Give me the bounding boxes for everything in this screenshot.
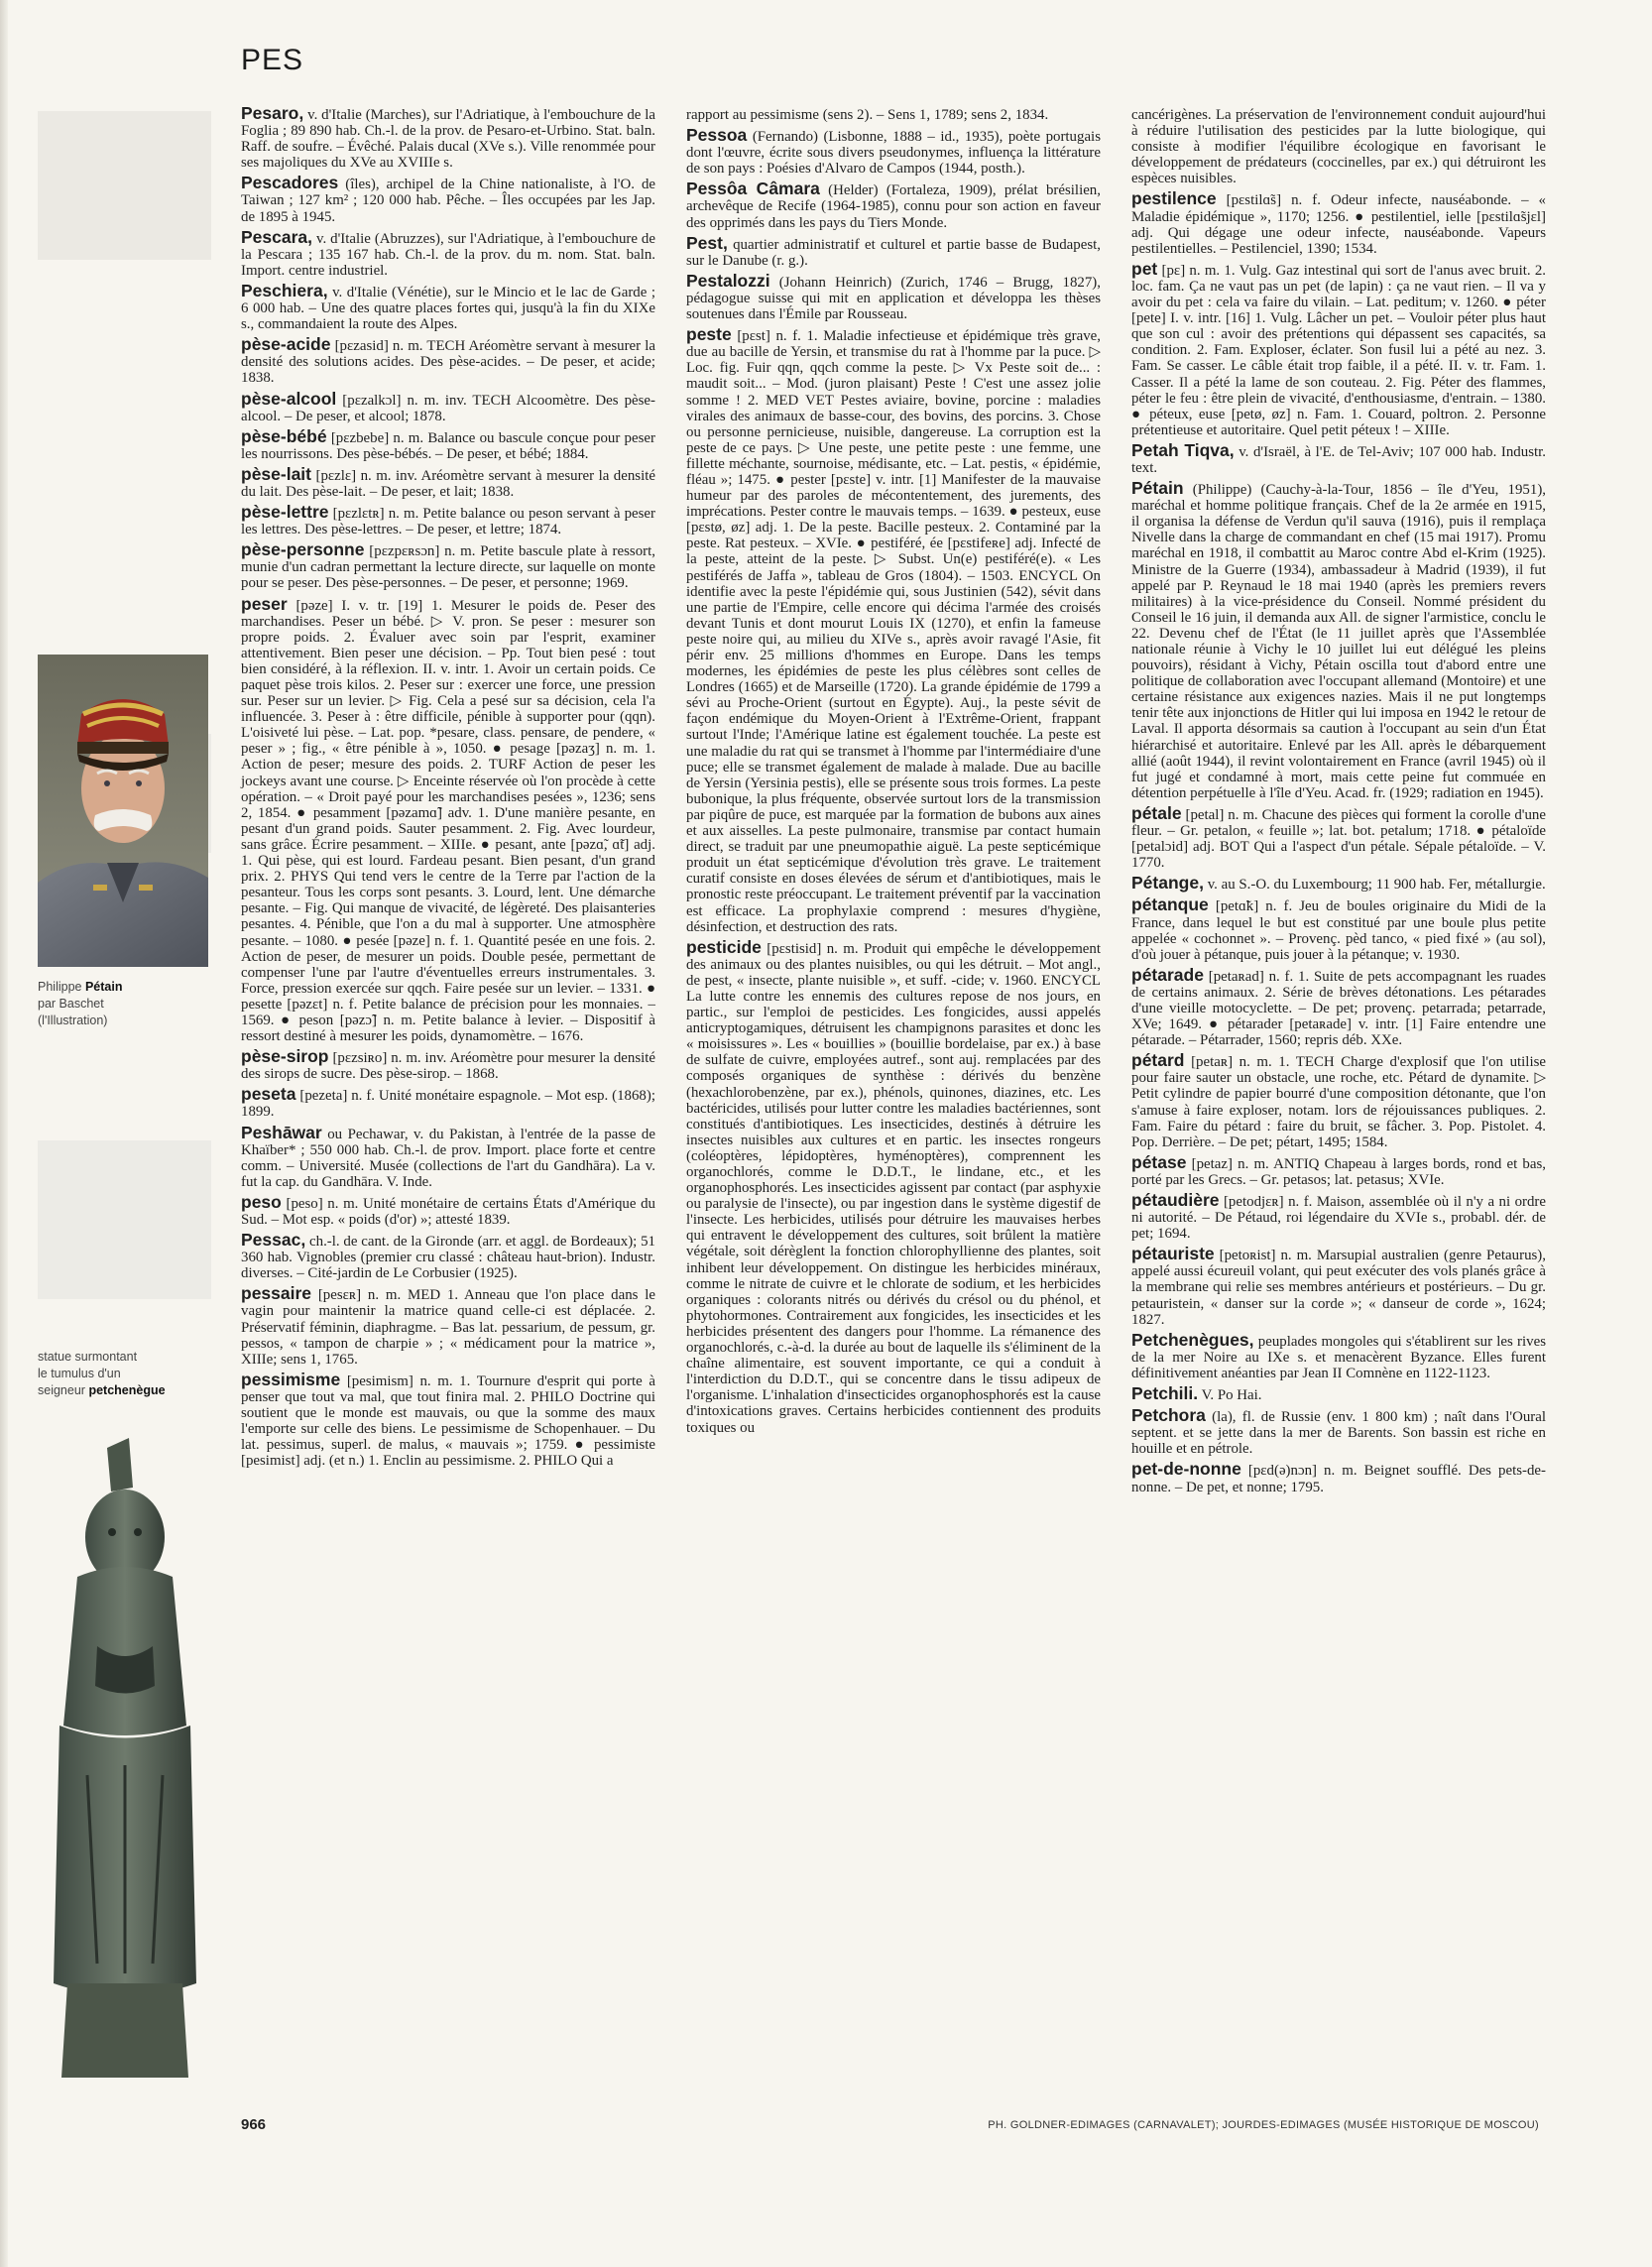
- caption-text: statue surmontant: [38, 1350, 138, 1364]
- entry-headword: pétaudière: [1131, 1190, 1220, 1210]
- caption-text: Philippe: [38, 980, 82, 994]
- entry-headword: Pestalozzi: [686, 270, 770, 291]
- entry-headword: Pessac,: [241, 1230, 306, 1251]
- petcheneg-statue-image: [38, 1428, 211, 2092]
- dictionary-entry: [241, 336, 655, 386]
- entry-headword: pétard: [1131, 1050, 1185, 1071]
- entry-text: (la), fl. de Russie (env. 1 800 km) ; naît dans l'Oural septent. et se jette dans la mer de Barents. Son bassin est riche en houille et en pétrole.: [1131, 1409, 1546, 1458]
- entry-headword: pèse-bébé: [241, 425, 327, 446]
- caption-text: par Baschet: [38, 997, 104, 1011]
- dictionary-entry: [1131, 439, 1546, 476]
- entry-headword: pet: [1131, 258, 1158, 279]
- entry-headword: Peschiera,: [241, 280, 328, 300]
- dictionary-entry: [1131, 964, 1546, 1049]
- entry-text: (Philippe) (Cauchy-à-la-Tour, 1856 – île d'Yeu, 1951), maréchal et homme politique français. Chef de la 2e armée en 1915, il organisa la défense de Verdun qu'il sauva (1916), puis il remplaça Nivelle dans la charge de commandant en chef (15 mai 1917). Promu maréchal en 1918, il combattit au Maroc contre Abd el-Krim (1925). Ministre de la Guerre (1934), ambassadeur à Madrid (1939), il fut appelé par P. Reynaud le 18 mai 1940 (après les premiers revers militaires) à la vice-présidence du Conseil. Nommé président du Conseil le 16 juin, il demanda aux All. de signer l'armistice, conclu le 22. Devenu chef de l'État (le 11 juillet après que l'Assemblée nationale réunie à Vichy le 10 juillet lui eut délégué les pleins pouvoirs), résidant à Vichy, Pétain oscilla tout d'abord entre une politique de collaboration avec l'occupant allemand (Montoire) et une certaine résistance aux exigences nazies. Mais il ne put longtemps tenir tête aux injonctions de Hitler qui lui imposa en 1942 le retour de Laval. Il apporta désormais sa caution à l'occupant au sein d'un État hiérarchisé et autoritaire. Enlevé par les All. après le débarquement allié (août 1944), il revint volontairement en France (avril 1945) où il fut jugé et condamné à mort, mais cette peine fut commuée en détention perpétuelle à l'île d'Yeu. Acad. fr. (1929; radiation en 1945).: [1131, 482, 1546, 801]
- entry-headword: pestilence: [1131, 188, 1217, 209]
- entry-headword: Peshāwar: [241, 1122, 322, 1142]
- dictionary-entry: [1131, 1192, 1546, 1242]
- entry-headword: pétanque: [1131, 895, 1209, 915]
- entry-headword: Pessôa Câmara: [686, 179, 820, 199]
- entry-text: [pɛzasid] n. m. TECH Aréomètre servant à mesurer la densité des solutions acides. Des pèse-acides. – De peser, et acide; 1838.: [241, 338, 655, 387]
- entry-text: [pezeta] n. f. Unité monétaire espagnole. – Mot esp. (1868); 1899.: [241, 1088, 655, 1121]
- entry-headword: Pescara,: [241, 226, 313, 247]
- show-through-area: [38, 1140, 211, 1299]
- dictionary-entry: [241, 1369, 655, 1470]
- photo-credit: PH. GOLDNER-EDIMAGES (CARNAVALET); JOURDES-EDIMAGES (MUSÉE HISTORIQUE DE MOSCOU): [988, 2119, 1539, 2131]
- entry-text: [pɛstisid] n. m. Produit qui empêche le développement des animaux ou des plantes nuisibles, ou qui les détruit. – Mot angl., de pest, « insecte, plante nuisible », et suff. -cide; v. 1960. ENCYCL La lutte contre les ennemis des cultures repose de nos jours, en partic., sur l'emploi de pesticides. Les fongicides, aussi appelés anticryptogamiques, détruisent les champignons parasites et donc les « moisissures ». Les « bouillies » (bouillie bordelaise, par ex.) à base de sulfate de cuivre, employées autref., sont auj. remplacées par des composés organiques de synthèse : dérivés du benzène (hexachlorobenzène, par ex.), phénols, quinones, diazines, etc. Les bactéricides, utilisés pour lutter contre les maladies bactériennes, sont constitués d'antibiotiques. Les insecticides, destinés à détruire les insectes nuisibles aux cultures et en partic. les insectes rongeurs (coléoptères, lépidoptères, hyménoptères), comprennent les organochlorés, comme le D.D.T., le lindane, etc., et les organophosphorés. Les insecticides agissent par contact (par asphyxie ou paralysie de l'insecte), ou par ingestion dans le système digestif de l'insecte. Les herbicides, utilisés pour détruire les mauvaises herbes qui entravent le développement des cultures, soit brûlent la matière végétale, soit dérèglent la fonction chlorophyllienne des plantes, soit inhibent leur développement. On distingue les herbicides minéraux, comme le nitrate de cuivre et le chlorate de sodium, et les herbicides organiques : colorants nitrés ou dérivés du crésol ou du phénol, et phytohormones. Contrairement aux fongicides, les insecticides et les herbicides présentent des dangers pour l'homme. La rémanence des organochlorés, c.-à-d. la durée au bout de laquelle ils s'éliminent de la chaîne alimentaire, est souvent importante, ce qui a conduit à l'interdiction du D.D.T., qui se concentre dans le tissu adipeux de l'organisme. L'inhalation d'insecticides organophosphorés est la cause d'intoxications graves. Certains herbicides contiennent des produits toxiques ou: [686, 940, 1101, 1436]
- entry-text: (Helder) (Fortaleza, 1909), prélat brésilien, archevêque de Recife (1964-1985), connu pour son action en faveur des opprimés dans les pays du Tiers Monde.: [686, 182, 1101, 231]
- column-3: [1131, 105, 1546, 1499]
- entry-text: cancérigènes. La préservation de l'environnement conduit aujourd'hui à réduire l'utilisation des pesticides par la lutte biologique, qui consiste à modifier l'équilibre écologique en favorisant le développement de prédateurs (coccinelles, par ex.) qui détruiront les espèces nuisibles.: [1131, 107, 1546, 187]
- caption-text: (l'Illustration): [38, 1014, 108, 1027]
- entry-text: [pɛstilɑ̃s] n. f. Odeur infecte, nauséabonde. – « Maladie épidémique », 1170; 1256. ● pestilentiel, ielle [pɛstilɑ̃sjɛl] adj. Qui dégage une odeur infecte, nauséabonde. Vapeurs pestilentielles. – Pestilenciel, 1390; 1534.: [1131, 192, 1546, 257]
- dictionary-entry: [686, 232, 1101, 269]
- dictionary-entry: [1131, 105, 1546, 186]
- dictionary-entry: [241, 425, 655, 462]
- entry-headword: pesticide: [686, 936, 762, 957]
- entry-headword: Pescadores: [241, 173, 339, 193]
- dictionary-entry: [1131, 1246, 1546, 1327]
- page-number: 966: [241, 2116, 267, 2133]
- dictionary-entry: [241, 1048, 655, 1082]
- entry-text: peuplades mongoles qui s'établirent sur les rives de la mer Noire au IXe s. et menacèrent Byzance. Elles furent définitivement anéanties par Jean II Comnène en 1122-1123.: [1131, 1333, 1546, 1381]
- dictionary-entry: [241, 388, 655, 424]
- entry-headword: Petchora: [1131, 1405, 1206, 1426]
- caption-text: le tumulus d'un: [38, 1367, 121, 1380]
- dictionary-entry: [1131, 1151, 1546, 1188]
- dictionary-entry: [686, 270, 1101, 323]
- entry-text: [pɛzsiʀo] n. m. inv. Aréomètre pour mesurer la densité des sirops de sucre. Des pèse-sirop. – 1868.: [241, 1050, 655, 1083]
- column-1: [241, 105, 655, 1473]
- petain-portrait-image: [38, 655, 208, 967]
- caption-bold-name: Pétain: [84, 980, 123, 994]
- dictionary-entry: [241, 226, 655, 279]
- entry-text: [petoʀist] n. m. Marsupial australien (genre Petaurus), appelé aussi écureuil volant, qui peut exécuter des vols planés grâce à la membrane qui relie ses membres antérieurs et postérieurs. – Du gr. petauristein, « danser sur la corde »; « danseur de corde », 1624; 1827.: [1131, 1248, 1546, 1328]
- entry-text: [pesimism] n. m. 1. Tournure d'esprit qui porte à penser que tout va mal, que tout finira mal. 2. PHILO Doctrine qui soutient que le monde est mauvais, ou que la somme des maux l'emporte sur celle des biens. Le pessimisme de Schopenhauer. – Du lat. pessimus, superl. de malus, « mauvais »; 1759. ● pessimiste [pesimist] adj. (et n.) 1. Enclin au pessimisme. 2. PHILO Qui a: [241, 1372, 655, 1470]
- entry-headword: pétarade: [1131, 964, 1204, 985]
- dictionary-entry: [1131, 258, 1546, 438]
- caption-bold-name: petchenègue: [88, 1383, 166, 1397]
- column-2: [686, 105, 1101, 1440]
- dictionary-entry: [241, 1232, 655, 1281]
- dictionary-entry: [686, 127, 1101, 177]
- entry-text: v. d'Israël, à l'E. de Tel-Aviv; 107 000 hab. Industr. text.: [1131, 443, 1546, 476]
- dictionary-entry: [241, 1086, 655, 1120]
- entry-headword: pétase: [1131, 1151, 1187, 1172]
- entry-text: v. d'Italie (Marches), sur l'Adriatique, à l'embouchure de la Foglia ; 89 890 hab. Ch.-l. de la prov. de Pesaro-et-Urbino. Stat. baln. Raff. de soufre. – Évêché. Palais ducal (XVe s.). Ville renommée pour ses majoliques du XVe au XVIIIe s.: [241, 107, 655, 172]
- entry-headword: pèse-lettre: [241, 502, 329, 523]
- entry-text: [pesɛʀ] n. m. MED 1. Anneau que l'on place dans le vagin pour maintenir la matrice quand celle-ci est déplacée. 2. Préservatif féminin, diaphragme. – Bas lat. pessarium, de pessum, gr. pessos, « tampon de charpie » ; « médicament pour la matrice », XIIIe; sens 1, 1765.: [241, 1287, 655, 1368]
- entry-headword: pessimisme: [241, 1369, 341, 1389]
- caption-text: seigneur: [38, 1383, 85, 1397]
- page-gutter: [0, 0, 8, 2267]
- entry-headword: peseta: [241, 1084, 296, 1105]
- entry-text: ou Pechawar, v. du Pakistan, à l'entrée de la passe de Khaïber* ; 550 000 hab. Ch.-l. de prov. Import. place forte et centre comm. – Université. Musée (collections de l'art du Gandhāra). La v. fut la cap. du Gandhāra. V. Inde.: [241, 1126, 655, 1190]
- dictionary-entry: [686, 326, 1101, 935]
- dictionary-entry: [1131, 1385, 1546, 1403]
- entry-headword: pessaire: [241, 1283, 312, 1304]
- dictionary-entry: [1131, 1329, 1546, 1381]
- entry-text: (Johann Heinrich) (Zurich, 1746 – Brugg, 1827), pédagogue suisse qui mit en application et développa les thèses soutenues dans l'Émile par Rousseau.: [686, 274, 1101, 323]
- entry-headword: Pessoa: [686, 125, 748, 146]
- dictionary-entry: [241, 175, 655, 224]
- entry-headword: pèse-lait: [241, 463, 311, 484]
- portrait-caption: [38, 979, 211, 1029]
- statue-illustration: [38, 1428, 211, 2092]
- dictionary-entry: [241, 463, 655, 500]
- entry-text: [petal] n. m. Chacune des pièces qui forment la corolle d'une fleur. – Gr. petalon, « feuille »; lat. bot. petalum; 1718. ● pétaloïde [petalɔid] adj. BOT Qui a l'aspect d'un pétale. Sépale pétaloïde. – V. 1770.: [1131, 806, 1546, 872]
- entry-text: [pɛzalkɔl] n. m. inv. TECH Alcoomètre. Des pèse-alcool. – De peser, et alcool; 1878.: [241, 392, 655, 424]
- entry-text: [petaʀad] n. f. 1. Suite de pets accompagnant les ruades de certains animaux. 2. Série de brèves détonations. Les pétarades d'une vieille motocyclette. – De pet; provenç. petarrada; petarrade, XVe; 1649. ● pétarader [petaʀade] v. intr. [1] Faire entendre une pétarade. – Pétarrader, 1560; repris déb. XXe.: [1131, 968, 1546, 1049]
- dictionary-entry: [241, 280, 655, 333]
- entry-text: [pɛzpɛʀsɔn] n. m. Petite bascule plate à ressort, munie d'un cadran permettant la lecture directe, sur laquelle on monte pour se peser. Des pèse-personnes. – De peser, et personne; 1969.: [241, 543, 655, 592]
- entry-headword: pèse-alcool: [241, 388, 337, 409]
- dictionary-entry: [241, 1191, 655, 1228]
- dictionary-entry: [686, 105, 1101, 123]
- dictionary-entry: [241, 541, 655, 591]
- entry-text: [peso] n. m. Unité monétaire de certains États d'Amérique du Sud. – Mot esp. « poids (d'or) »; attesté 1839.: [241, 1195, 655, 1228]
- dictionary-entry: [241, 1122, 655, 1190]
- entry-text: [pɛzbebe] n. m. Balance ou bascule conçue pour peser les nourrissons. Des pèse-bébés. – De peser, et bébé; 1884.: [241, 429, 655, 462]
- entry-headword: pèse-acide: [241, 334, 331, 355]
- entry-text: [pɛzlɛ] n. m. inv. Aréomètre servant à mesurer la densité du lait. Des pèse-lait. – De peser, et lait; 1838.: [241, 467, 655, 500]
- dictionary-entry: [241, 593, 655, 1045]
- entry-headword: pet-de-nonne: [1131, 1459, 1241, 1480]
- entry-text: V. Po Hai.: [1201, 1387, 1262, 1404]
- dictionary-entry: [241, 1285, 655, 1367]
- entry-text: ch.-l. de cant. de la Gironde (arr. et aggl. de Bordeaux); 51 360 hab. Vignobles (premier cru classé : château haut-brion). Industr. diverses. – Cité-jardin de Le Corbusier (1925).: [241, 1234, 655, 1282]
- dictionary-entry: [241, 504, 655, 537]
- statue-caption: [38, 1349, 211, 1399]
- entry-headword: pétale: [1131, 802, 1182, 823]
- entry-text: [petɑ̃k] n. f. Jeu de boules originaire du Midi de la France, dans lequel le but est constitué par une boule plus petite appelée « cochonnet ». – Provenç. pèd tanco, « pied fixé » (au sol), d'où jouer à pétanque, puis jouer à la pétanque; v. 1930.: [1131, 898, 1546, 963]
- entry-text: v. d'Italie (Abruzzes), sur l'Adriatique, à l'embouchure de la Pescara ; 135 167 hab. Ch.-l. de la prov. du m. nom. Stat. baln. Import. centre industriel.: [241, 230, 655, 279]
- entry-headword: peste: [686, 324, 732, 345]
- dictionary-entry: [1131, 896, 1546, 962]
- entry-text: [pɛst] n. f. 1. Maladie infectieuse et épidémique très grave, due au bacille de Yersin, et transmise du rat à l'homme par la puce. ▷ Loc. fig. Fuir qqn, qqch comme la peste. ▷ Vx Peste soit de... : maudit soit... – Mod. (juron plaisant) Peste ! C'est une assez jolie somme ! 2. MED VET Pestes aviaire, bovine, porcine : maladies virales des animaux de basse-cour, des bovins, des porcins. 3. Chose ou personne pernicieuse, nuisible, dangereuse. La corruption est la peste de ce pays. ▷ Une peste, une petite peste : une femme, une fillette méchante, sournoise, médisante, etc. – Lat. pestis, « épidémie, fléau »; 1475. ● pester [pɛste] v. intr. [1] Manifester de la mauvaise humeur par des paroles de mécontentement, des jurements, des imprécations. Pester contre le mauvais temps. – 1639. ● pesteux, euse [pɛstø, øz] adj. 1. De la peste. Bacille pesteux. 2. Contaminé par la peste. Rat pesteux. – XVIe. ● pestiféré, ée [pɛstifeʀe] adj. Infecté de la peste, atteint de la peste. ▷ Subst. Un(e) pestiféré(e). « Les pestiférés de Jaffa », tableau de Gros (1804). – 1503. ENCYCL On identifie avec la peste l'épidémie qui, sous Justinien (542), sévit dans une partie de l'Empire, celle encore qui décima l'armée des croisés devant Tunis et dont mourut Louis IX (1270), et enfin la fameuse peste noire qui, au milieu du XIVe s., après avoir ravagé l'Asie, fit périr env. 25 millions d'hommes en Europe. Dans les temps modernes, les épidémies de peste les plus célèbres sont celles de Londres (1665) et de Marseille (1720). La grande épidémie de 1799 a sévi au Proche-Orient (surtout en Égypte). Auj., la peste sévit de façon endémique du Moyen-Orient à l'Extrême-Orient, frappant surtout l'Inde; l'Amérique latine est également touchée. La peste est une maladie du rat qui se transmet à l'homme par l'intermédiaire d'une puce; elle se transmet également de malade à malade. Due au bacille de Yersin (Yersinia pestis), elle se présente sous trois formes. La peste bubonique, la plus fréquente, observée surtout lors de la transmission par piqûre de puce, est marquée par la formation de bubons aux aines et aux aisselles. La peste pulmonaire, transmise par contact humain direct, se traduit par une pneumopathie aiguë. La peste septicémique produit un état septicémique d'évolution très grave. Le traitement curatif consiste en doses élevées de sérum et d'antibiotiques, mais le pronostic reste préoccupant. Le traitement préventif par la vaccination est efficace. La prophylaxie comprend : mesures d'hygiène, désinfection, et destruction des rats.: [686, 328, 1101, 935]
- entry-headword: Petchili.: [1131, 1383, 1199, 1404]
- dictionary-entry: [1131, 875, 1546, 893]
- dictionary-entry: [1131, 1407, 1546, 1457]
- entry-text: quartier administratif et culturel et partie basse de Budapest, sur le Danube (r. g.).: [686, 236, 1101, 269]
- portrait-illustration: [38, 655, 208, 967]
- entry-text: [pəze] I. v. tr. [19] 1. Mesurer le poids de. Peser des marchandises. Peser un bébé. ▷ V. pron. Se peser : mesurer son propre poids. 2. Évaluer avec soin par l'esprit, examiner attentivement. Bien peser une décision. – Pp. Tout bien pesé : tout bien considéré, à la réflexion. II. v. intr. 1. Avoir un certain poids. Ce paquet pèse trois kilos. 2. Peser sur : exercer une force, une pression sur. Peser sur un levier. ▷ Fig. Cela a pesé sur sa décision, cela l'a influencée. 3. Peser à : être difficile, pénible à supporter pour (qqn). L'oisiveté lui pèse. – Lat. pop. *pesare, class. pensare, de pendere, « peser » ; fig., « être pénible à », 1050. ● pesage [pəzaʒ] n. m. 1. Action de peser; mesure des poids. 2. TURF Action de peser les jockeys avant une course. ▷ Enceinte réservée où l'on procède à cette opération. – « Droit payé pour les marchandises pesées », 1236; sens 2, 1854. ● pesamment [pəzamɑ̃] adv. 1. D'une manière pesante, en pesant d'un grand poids. Sauter pesamment. 2. Fig. Avec lourdeur, sans grâce. Écrire pesamment. – XIIIe. ● pesant, ante [pəzɑ̃, ɑ̃t] adj. 1. Qui pèse, qui est lourd. Fardeau pesant. Bien pesant, d'un grand prix. 2. PHYS Qui tend vers le centre de la Terre par l'action de la pesanteur. Tous les corps sont pesants. 3. Lourd, lent. Une démarche pesante. – Fig. Qui manque de vivacité, de légèreté. Des plaisanteries pesantes. 4. Pénible, que l'on a du mal à supporter. Une atmosphère pesante. – 1080. ● pesée [pəze] n. f. 1. Quantité pesée en une fois. 2. Action de peser, de mesurer un poids. Double pesée, permettant de compenser l'une par l'autre d'éventuelles erreurs instrumentales. 3. Force, pression exercée sur qqch. Faire pesée sur un levier. – 1331. ● pesette [pəzɛt] n. f. Petite balance de précision pour les monnaies. – 1569. ● peson [pəzɔ̃] n. m. Petite balance à levier. – Dispositif à ressort destiné à mesurer les poids, dynamomètre. – 1676.: [241, 597, 655, 1045]
- dictionary-entry: [241, 105, 655, 171]
- entry-text: [pɛd(ə)nɔn] n. m. Beignet soufflé. Des pets-de-nonne. – De pet, et nonne; 1795.: [1131, 1463, 1546, 1495]
- dictionary-entry: [1131, 1052, 1546, 1150]
- entry-text: (îles), archipel de la Chine nationaliste, à l'O. de Taiwan ; 127 km² ; 120 000 hab. Pêche. – Îles occupées par les Jap. de 1895 à 1945.: [241, 177, 655, 225]
- entry-headword: pétauriste: [1131, 1244, 1215, 1264]
- entry-text: [petaʀ] n. m. 1. TECH Charge d'explosif que l'on utilise pour faire sauter un obstacle, une roche, etc. Pétard de dynamite. ▷ Petit cylindre de papier bourré d'une composition détonante, que l'on s'amuse à faire exploser, notam. lors de réjouissances publiques. 2. Fam. Faire du pétard : faire du bruit, se fâcher. 3. Pop. Pistolet. 4. Pop. Derrière. – De pet; pétart, 1495; 1584.: [1131, 1054, 1546, 1150]
- running-head: PES: [241, 44, 304, 76]
- entry-headword: Pétange,: [1131, 873, 1204, 894]
- dictionary-entry: [686, 936, 1101, 1436]
- entry-text: v. d'Italie (Vénétie), sur le Mincio et le lac de Garde ; 6 000 hab. – Une des quatre places fortes qui, jusqu'à la fin du XIXe s., commandaient la route des Alpes.: [241, 284, 655, 333]
- entry-headword: Petah Tiqva,: [1131, 439, 1235, 460]
- entry-headword: Pesaro,: [241, 103, 304, 123]
- entry-headword: Pest,: [686, 232, 728, 253]
- entry-text: [pɛ] n. m. 1. Vulg. Gaz intestinal qui sort de l'anus avec bruit. 2. loc. fam. Ça ne vaut pas un pet (de lapin) : ça ne vaut rien. – Il va y avoir du pet : cela va faire du vilain. – Lat. peditum; v. 1260. ● péter [pete] I. v. intr. [16] 1. Vulg. Lâcher un pet. – Vouloir péter plus haut que son cul : avoir des prétentions qui dépassent ses capacités, sa condition. 2. Fam. Exploser, éclater. Son fusil lui a pété au nez. 3. Fam. Se casser. Le câble était trop faible, il a pété. II. v. tr. Fam. 1. Casser. Il a pété la lame de son couteau. 2. Fig. Péter des flammes, péter le feu : être plein de vivacité, d'enthousiasme, d'entrain. – 1380. ● péteux, euse [petø, øz] n. Fam. 1. Couard, poltron. 2. Personne prétentieuse et autoritaire. Quel petit péteux ! – XIIIe.: [1131, 262, 1546, 438]
- entry-text: (Fernando) (Lisbonne, 1888 – id., 1935), poète portugais dont l'œuvre, écrite sous divers pseudonymes, influença la littérature de son pays : Poésies d'Alvaro de Campos (1944, posth.).: [686, 129, 1101, 178]
- entry-text: [petaz] n. m. ANTIQ Chapeau à larges bords, rond et bas, porté par les Grecs. – Gr. petasos; lat. petasus; XVIe.: [1131, 1155, 1546, 1188]
- entry-headword: pèse-personne: [241, 539, 365, 560]
- entry-headword: peser: [241, 593, 288, 614]
- entry-text: [pɛzlɛtʀ] n. m. Petite balance ou peson servant à peser les lettres. Des pèse-lettres. – De peser, et lettre; 1874.: [241, 506, 655, 538]
- entry-text: v. au S.-O. du Luxembourg; 11 900 hab. Fer, métallurgie.: [1207, 877, 1546, 894]
- entry-headword: Pétain: [1131, 478, 1184, 499]
- dictionary-entry: [1131, 1461, 1546, 1494]
- entry-headword: Petchenègues,: [1131, 1329, 1254, 1350]
- dictionary-entry: [1131, 480, 1546, 801]
- dictionary-entry: [1131, 190, 1546, 256]
- dictionary-entry: [686, 180, 1101, 230]
- entry-text: rapport au pessimisme (sens 2). – Sens 1, 1789; sens 2, 1834.: [686, 107, 1049, 123]
- entry-headword: peso: [241, 1191, 282, 1212]
- show-through-area: [38, 111, 211, 260]
- entry-headword: pèse-sirop: [241, 1046, 329, 1067]
- dictionary-entry: [1131, 802, 1546, 872]
- entry-text: [petodjɛʀ] n. f. Maison, assemblée où il n'y a ni ordre ni autorité. – De Pétaud, roi légendaire du XVIe s., probabl. dér. de pet; 1694.: [1131, 1194, 1546, 1243]
